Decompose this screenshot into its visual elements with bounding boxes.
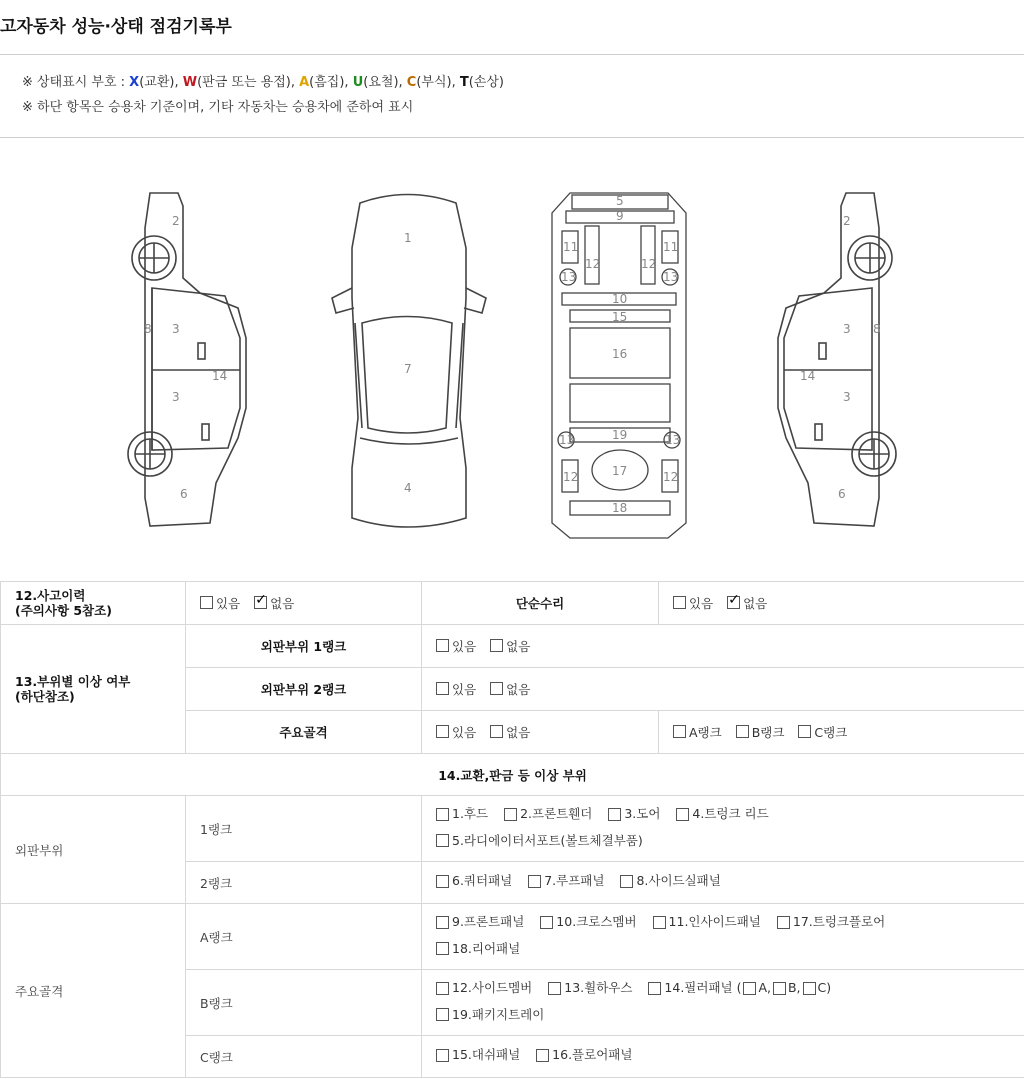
outer-rank2-label: 외판부위 2랭크 <box>186 668 422 711</box>
car-left-side-view <box>128 193 246 526</box>
roof-panel-checkbox[interactable]: 7.루프패널 <box>528 869 604 893</box>
radiator-support-checkbox[interactable]: 5.라디에이터서포트(볼트체결부품) <box>436 829 643 853</box>
inside-panel-checkbox[interactable]: 11.인사이드패널 <box>653 910 761 934</box>
part-number-6-right: 6 <box>838 487 846 501</box>
part-number-12-front-right: 12 <box>641 257 657 271</box>
part-number-11-right: 11 <box>663 240 679 254</box>
part-number-1: 1 <box>404 231 412 245</box>
part-number-18: 18 <box>612 501 628 515</box>
rank2-options <box>422 862 1024 904</box>
legend-desc-x: (교환), <box>139 75 183 90</box>
frame-rank-c-checkbox[interactable]: C랭크 <box>798 723 847 741</box>
legend-desc-w: (판금 또는 용접), <box>197 75 300 90</box>
frame-rank-options <box>659 711 1024 754</box>
part-number-8-right: 8 <box>873 322 881 336</box>
legend-desc-a: (흠집), <box>309 75 353 90</box>
pillar-c-checkbox[interactable] <box>803 982 816 995</box>
part-number-3-left-front: 3 <box>172 322 180 336</box>
accident-no-checkbox[interactable]: ✓ 없음 <box>254 594 294 612</box>
rankA-row <box>1 904 1024 970</box>
part-number-3-right-front: 3 <box>843 322 851 336</box>
outer-rank1-row <box>1 625 1024 668</box>
rankA-label: A랭크 <box>186 904 422 970</box>
outer-rank2-yes-checkbox[interactable]: 있음 <box>436 680 476 698</box>
simple-repair-label: 단순수리 <box>422 582 659 625</box>
legend-symbol-x: X <box>129 75 140 90</box>
trunk-lid-checkbox[interactable]: 4.트렁크 리드 <box>676 802 768 826</box>
part-number-13-front-left: 13 <box>561 270 577 284</box>
part-number-7: 7 <box>404 362 412 376</box>
accident-yes-checkbox[interactable]: 있음 <box>200 594 240 612</box>
quarter-panel-checkbox[interactable]: 6.쿼터패널 <box>436 869 512 893</box>
inspection-table <box>0 581 1024 1078</box>
legend-note: ※ 하단 항목은 승용차 기준이며, 기타 자동차는 승용차에 준하여 표시 <box>22 100 414 115</box>
rank2-label: 2랭크 <box>186 862 422 904</box>
part-number-17: 17 <box>612 464 628 478</box>
part-number-13-front-right: 13 <box>663 270 679 284</box>
trunk-floor-checkbox[interactable]: 17.트렁크플로어 <box>777 910 885 934</box>
package-tray-checkbox[interactable]: 19.패키지트레이 <box>436 1003 544 1027</box>
part-number-8-left: 8 <box>144 322 152 336</box>
replace-header-row <box>1 754 1024 796</box>
outer-rank2-options <box>422 668 1024 711</box>
accident-history-label: 12.사고이력 (주의사항 5참조) <box>1 582 186 625</box>
legend-box <box>0 54 1024 138</box>
legend-desc-t: (손상) <box>468 75 504 90</box>
side-member-checkbox[interactable]: 12.사이드멤버 <box>436 976 532 1000</box>
car-right-side-view <box>778 193 896 526</box>
legend-prefix: ※ 상태표시 부호 : <box>22 75 130 90</box>
floor-panel-checkbox[interactable]: 16.플로어패널 <box>536 1043 632 1067</box>
rankC-label: C랭크 <box>186 1036 422 1078</box>
accident-history-options <box>186 582 422 625</box>
legend-symbol-a: A <box>299 75 310 90</box>
frame-rank-a-checkbox[interactable]: A랭크 <box>673 723 722 741</box>
part-number-9: 9 <box>616 209 624 223</box>
page-title: 고자동차 성능·상태 점검기록부 <box>0 17 232 37</box>
part-number-3-left-rear: 3 <box>172 390 180 404</box>
rank1-options <box>422 796 1024 862</box>
front-fender-checkbox[interactable]: 2.프론트휀더 <box>504 802 592 826</box>
side-sill-panel-checkbox[interactable]: 8.사이드실패널 <box>620 869 720 893</box>
car-outline-svg <box>0 138 1024 581</box>
part-number-11-left: 11 <box>563 240 579 254</box>
rank1-label: 1랭크 <box>186 796 422 862</box>
frame-no-checkbox[interactable]: 없음 <box>490 723 530 741</box>
dash-panel-checkbox[interactable]: 15.대쉬패널 <box>436 1043 520 1067</box>
part-number-labels <box>144 194 881 515</box>
frame-options <box>422 711 659 754</box>
front-panel-checkbox[interactable]: 9.프론트패널 <box>436 910 524 934</box>
rankB-label: B랭크 <box>186 970 422 1036</box>
pillar-a-checkbox[interactable] <box>743 982 756 995</box>
part-number-13-rear-right: 13 <box>665 433 681 447</box>
outer-rank1-no-checkbox[interactable]: 없음 <box>490 637 530 655</box>
part-number-12-rear-left: 12 <box>563 470 579 484</box>
rear-panel-checkbox[interactable]: 18.리어패널 <box>436 937 520 961</box>
abnormal-parts-label: 13.부위별 이상 여부 (하단참조) <box>1 625 186 754</box>
repair-yes-checkbox[interactable]: 있음 <box>673 594 713 612</box>
outer-rank1-options <box>422 625 1024 668</box>
part-number-3-right-rear: 3 <box>843 390 851 404</box>
accident-history-row <box>1 582 1024 625</box>
rankA-options <box>422 904 1024 970</box>
part-number-5: 5 <box>616 194 624 208</box>
outer-parts-label: 외판부위 <box>1 796 186 904</box>
part-number-12-front-left: 12 <box>585 257 601 271</box>
car-diagram <box>0 138 1024 581</box>
legend-symbol-u: U <box>352 75 364 90</box>
frame-rank-b-checkbox[interactable]: B랭크 <box>736 723 785 741</box>
wheel-house-checkbox[interactable]: 13.휠하우스 <box>548 976 632 1000</box>
part-number-14-right: 14 <box>800 369 816 383</box>
legend-desc-c: (부식), <box>416 75 460 90</box>
part-number-10: 10 <box>612 292 628 306</box>
part-number-2-right: 2 <box>843 214 851 228</box>
part-number-19: 19 <box>612 428 628 442</box>
frame-yes-checkbox[interactable]: 있음 <box>436 723 476 741</box>
part-number-6-left: 6 <box>180 487 188 501</box>
frame-parts-label: 주요골격 <box>1 904 186 1078</box>
part-number-12-rear-right: 12 <box>663 470 679 484</box>
legend-symbol-t: T <box>459 75 469 90</box>
legend-symbol-w: W <box>182 75 198 90</box>
part-number-15: 15 <box>612 310 628 324</box>
replace-header: 14.교환,판금 등 이상 부위 <box>1 754 1024 796</box>
pillar-panel-checkbox[interactable]: 14.필러패널 ( A, B, C) <box>648 976 831 1000</box>
rank1-row <box>1 796 1024 862</box>
part-number-16: 16 <box>612 347 628 361</box>
part-number-13-rear-left: 13 <box>559 433 575 447</box>
repair-no-checkbox[interactable]: ✓ 없음 <box>727 594 767 612</box>
frame-label: 주요골격 <box>186 711 422 754</box>
outer-rank1-label: 외판부위 1랭크 <box>186 625 422 668</box>
part-number-2-left: 2 <box>172 214 180 228</box>
part-number-4: 4 <box>404 481 412 495</box>
rankC-options <box>422 1036 1024 1078</box>
outer-rank1-yes-checkbox[interactable]: 있음 <box>436 637 476 655</box>
legend-desc-u: (요철), <box>363 75 407 90</box>
status-legend <box>22 71 504 90</box>
pillar-b-checkbox[interactable] <box>773 982 786 995</box>
hood-checkbox[interactable]: 1.후드 <box>436 802 488 826</box>
door-checkbox[interactable]: 3.도어 <box>608 802 660 826</box>
rankB-options <box>422 970 1024 1036</box>
legend-symbol-c: C <box>406 75 417 90</box>
part-number-14-left: 14 <box>212 369 228 383</box>
outer-rank2-no-checkbox[interactable]: 없음 <box>490 680 530 698</box>
cross-member-checkbox[interactable]: 10.크로스멤버 <box>540 910 636 934</box>
simple-repair-options <box>659 582 1024 625</box>
